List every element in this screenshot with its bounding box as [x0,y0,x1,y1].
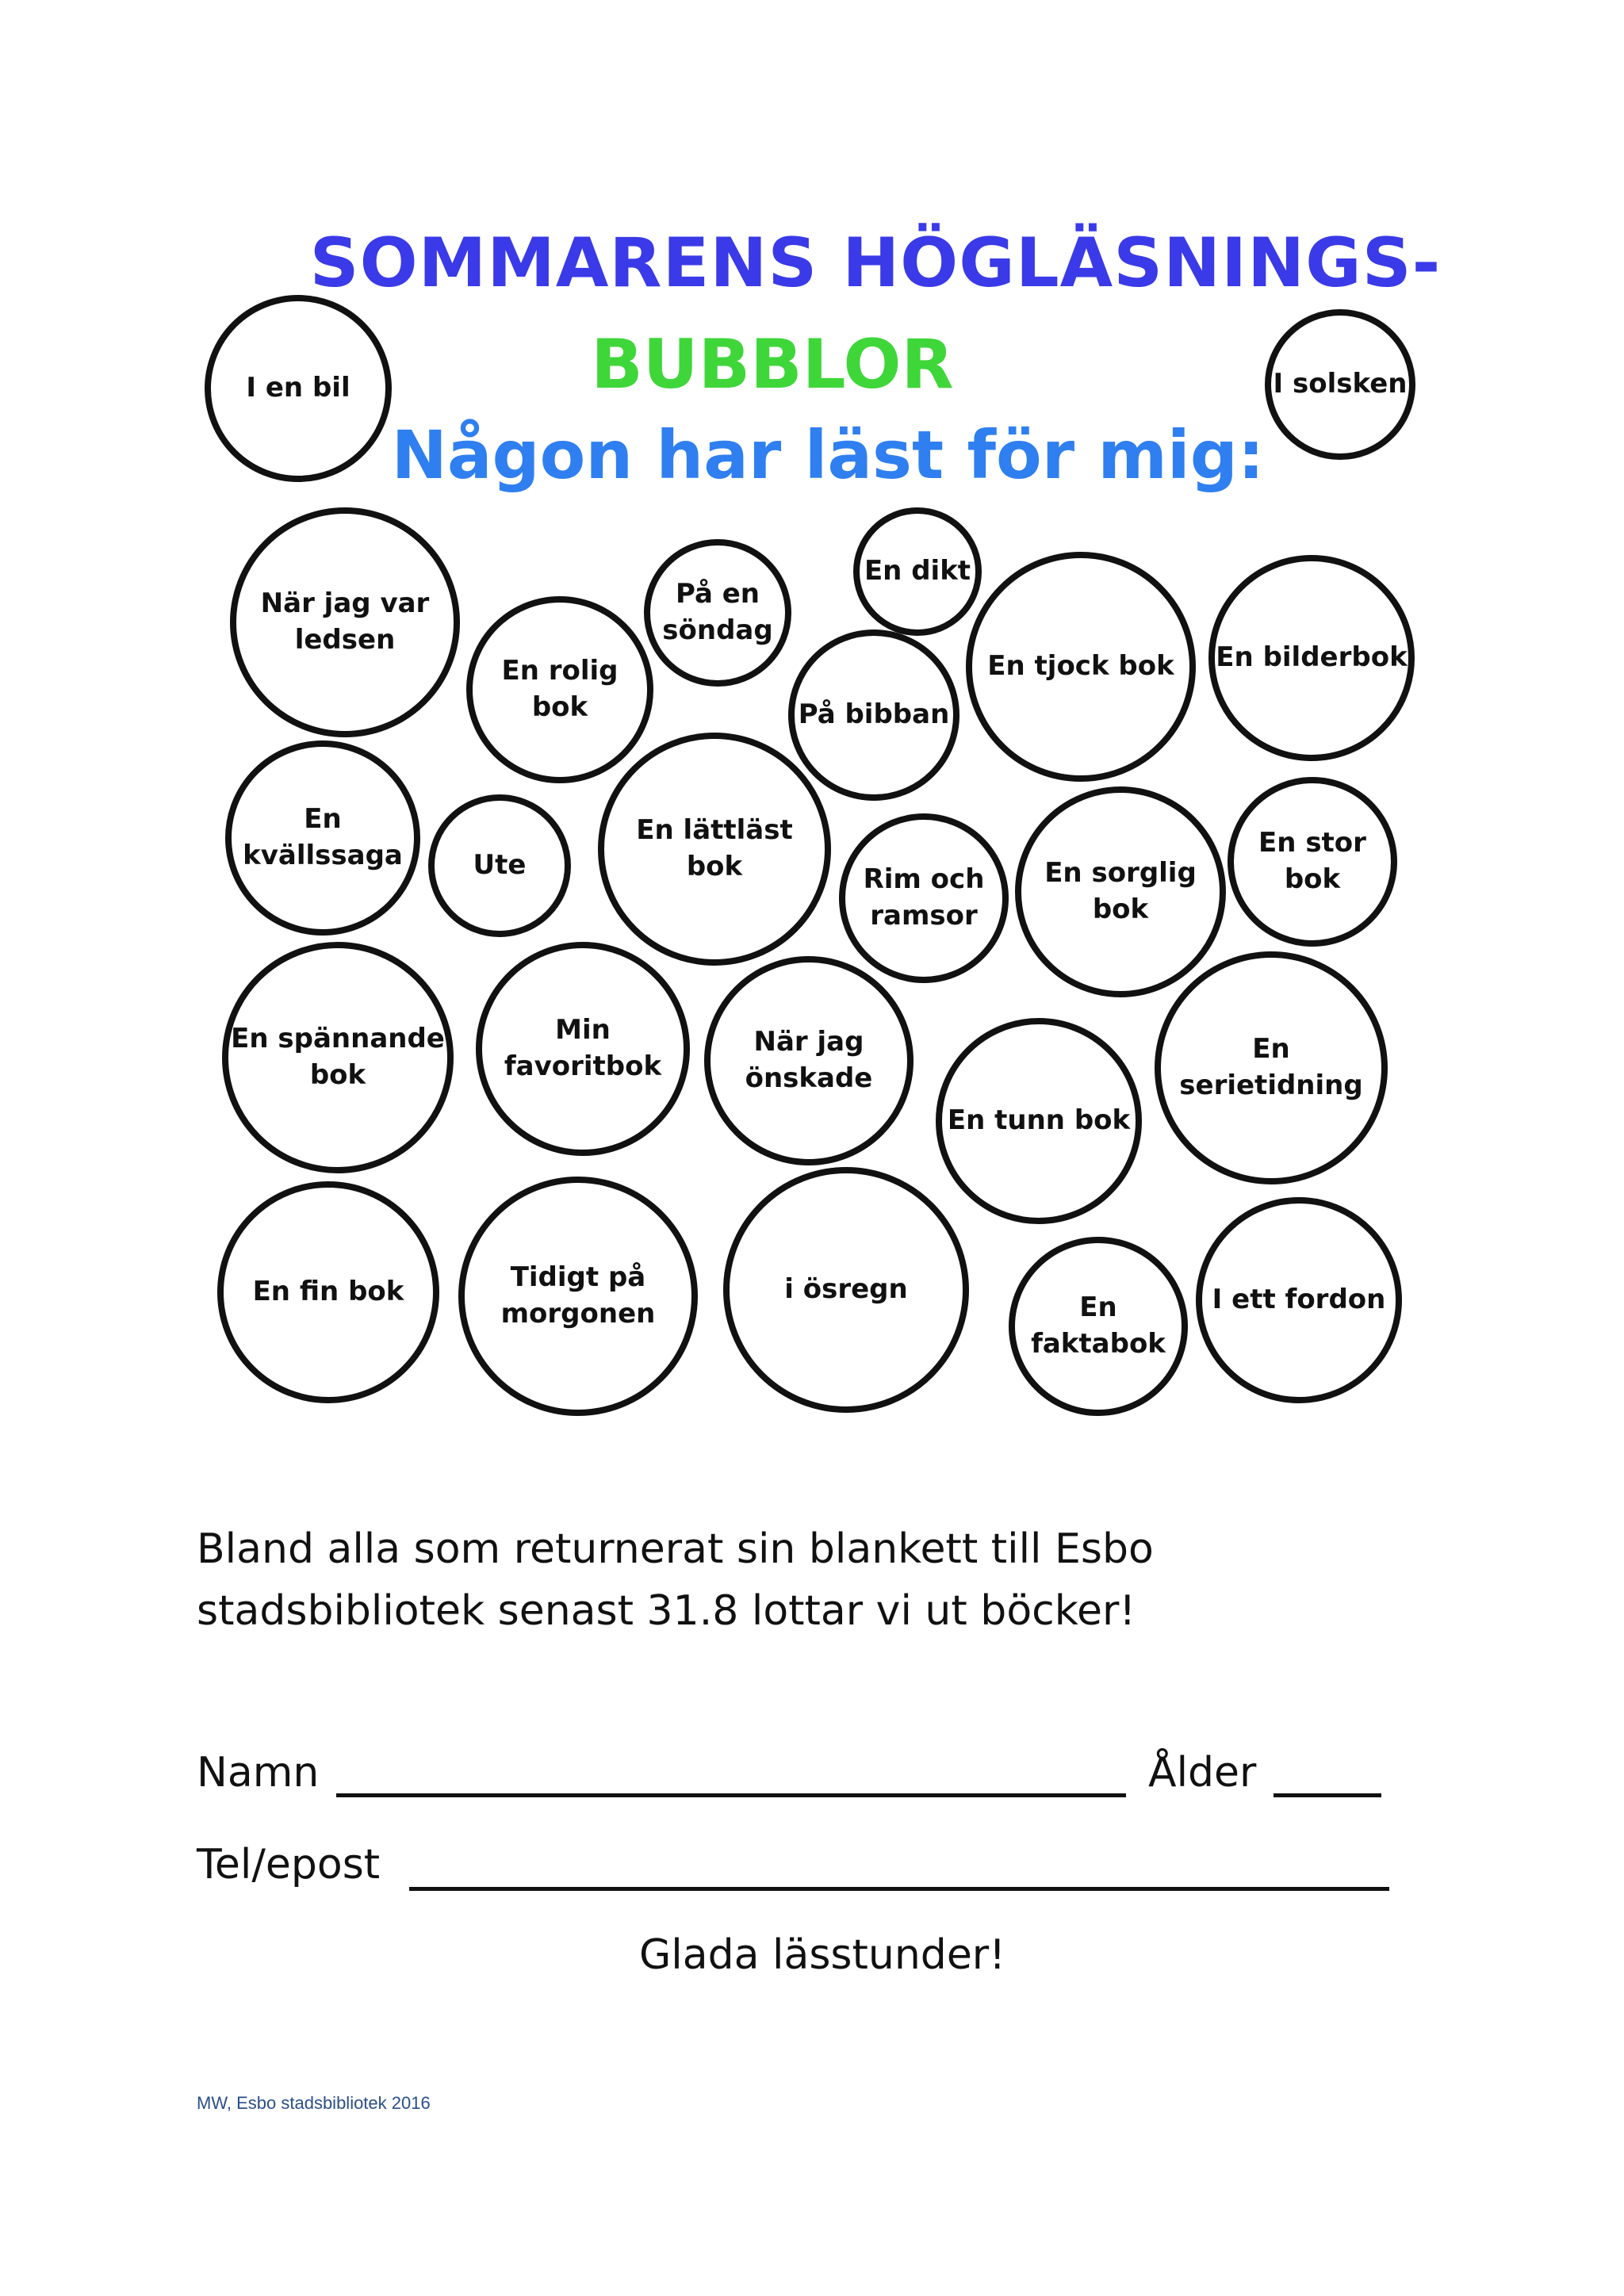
bubble [1009,1237,1188,1416]
bubble-label: En lättläst bok [636,814,793,882]
title-line-3: Någon har läst för mig: [391,416,1265,494]
bubble-label: En faktabok [1031,1292,1166,1360]
bubble-label: En tunn bok [947,1104,1131,1137]
name-field[interactable] [336,1793,1126,1797]
bubble [466,596,653,783]
bubble [217,1181,439,1403]
bubble [723,1167,969,1413]
bubble [222,942,454,1173]
bubble [205,295,392,482]
bubble-label: På en söndag [662,578,773,646]
bubble [458,1177,698,1416]
bubble [936,1018,1142,1224]
bubble-label: På bibban [798,698,950,731]
bubble-label: I solsken [1273,368,1408,400]
bubble [853,507,982,636]
bubble-label: En rolig bok [501,655,619,723]
bubble-label: En serietidning [1179,1033,1363,1101]
age-field[interactable] [1274,1793,1381,1797]
bubble-label: När jag önskade [745,1026,873,1094]
bubble-label: Rim och ramsor [863,863,985,932]
footer-credit: MW, Esbo stadsbibliotek 2016 [197,2093,431,2113]
bubble-label: Tidigt på morgonen [500,1261,656,1330]
bubble [788,629,959,801]
bubble [476,942,690,1156]
bubble-label: En fin bok [252,1276,404,1308]
bubble [1015,786,1226,997]
bubble [1265,309,1415,460]
info-line-1: Bland alla som returnerat sin blankett till Esbo [197,1525,1154,1573]
bubble [1228,777,1397,947]
bubble-label: I en bil [246,372,350,404]
bubble [966,552,1196,782]
bubble-label: Min favoritbok [504,1014,662,1082]
bubble [1155,951,1388,1184]
bubble [1196,1197,1402,1403]
bubble-label: En bilderbok [1216,641,1408,674]
bubble-label: i ösregn [784,1273,908,1306]
bubble-label: En dikt [864,555,971,587]
info-line-2: stadsbibliotek senast 31.8 lottar vi ut böcker! [197,1587,1136,1635]
bubble [644,539,791,687]
bubble-label: En tjock bok [987,650,1174,683]
bubble-label: En stor bok [1258,827,1366,895]
bubble [1208,555,1415,761]
title-line-1: SOMMARENS HÖGLÄSNINGS- [309,224,1442,303]
age-label: Ålder [1148,1749,1257,1797]
contact-field[interactable] [409,1887,1389,1891]
name-label: Namn [197,1749,320,1797]
bubble [230,507,460,737]
bubble-label: Ute [473,849,527,882]
bubble-label: I ett fordon [1212,1284,1386,1316]
bubble [839,813,1009,983]
closing-text: Glada lässtunder! [639,1931,1006,1979]
bubble-label: En spännande bok [231,1023,445,1091]
bubble [225,740,420,936]
contact-label: Tel/epost [197,1841,381,1888]
bubble [598,733,831,966]
bubble-label: En sorglig bok [1044,857,1197,925]
bubble-label: En kvällssaga [243,803,403,871]
title-line-2: BUBBLOR [591,325,954,404]
bubble-label: När jag var ledsen [260,587,430,656]
bubble [704,956,914,1165]
bubble [428,794,571,937]
